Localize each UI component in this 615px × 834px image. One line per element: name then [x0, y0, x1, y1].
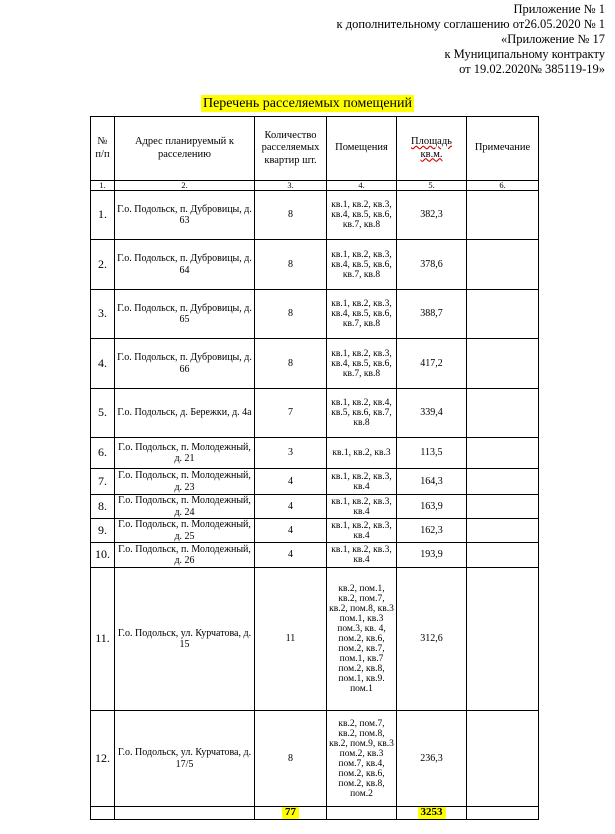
row-num: 2. [91, 240, 115, 290]
row-address: Г.о. Подольск, п. Молодежный, д. 21 [115, 438, 255, 469]
table-row [91, 339, 539, 389]
row-num: 1. [91, 191, 115, 240]
row-area: 113,5 [397, 438, 467, 469]
row-rooms: кв.2, пом.7, кв.2, пом.8, кв.2, пом.9, кв.3 пом.2, кв.3 пом.7, кв.4, пом.2, кв.6, пом.2, кв.8, пом.2 [327, 711, 397, 807]
row-count: 4 [255, 519, 327, 543]
header-area-text: Площадь кв.м. [411, 136, 452, 160]
row-address: Г.о. Подольск, п. Дубровицы, д. 63 [115, 191, 255, 240]
index-cell: 4. [327, 181, 397, 191]
index-cell: 2. [115, 181, 255, 191]
row-num: 12. [91, 711, 115, 807]
header-line-3: «Приложение № 17 [500, 32, 605, 46]
row-rooms: кв.1, кв.2, кв.3, кв.4 [327, 543, 397, 568]
row-count: 4 [255, 543, 327, 568]
row-area: 162,3 [397, 519, 467, 543]
row-address: Г.о. Подольск, п. Дубровицы, д. 64 [115, 240, 255, 290]
row-rooms: кв.1, кв.2, кв.3, кв.4, кв.5, кв.6, кв.7, кв.8 [327, 339, 397, 389]
total-empty [327, 807, 397, 820]
row-area: 163,9 [397, 495, 467, 519]
row-count: 8 [255, 240, 327, 290]
row-address: Г.о. Подольск, п. Молодежный, д. 25 [115, 519, 255, 543]
row-note [467, 290, 539, 339]
row-count: 3 [255, 438, 327, 469]
page-title: Перечень расселяемых помещений [202, 96, 413, 111]
row-num: 7. [91, 469, 115, 495]
table-row [91, 191, 539, 240]
header-area [397, 117, 467, 181]
total-count: 77 [282, 807, 299, 819]
header-line-2: к дополнительному соглашению от26.05.2020 № 1 [336, 17, 605, 31]
row-area: 193,9 [397, 543, 467, 568]
index-cell: 3. [255, 181, 327, 191]
table-row [91, 389, 539, 438]
header-count: Количество расселяемых квартир шт. [255, 117, 327, 181]
row-rooms: кв.2, пом.1, кв.2, пом.7, кв.2, пом.8, кв.3 пом.1, кв.3 пом.3, кв. 4, пом.2, кв.6, пом.2, кв.7, пом.1, кв.7 пом.2, кв.8, пом.1, кв.9. пом.1 [327, 568, 397, 711]
row-address: Г.о. Подольск, ул. Курчатова, д. 15 [115, 568, 255, 711]
table-row [91, 469, 539, 495]
index-cell: 6. [467, 181, 539, 191]
row-count: 7 [255, 389, 327, 438]
row-area: 382,3 [397, 191, 467, 240]
row-note [467, 438, 539, 469]
row-rooms: кв.1, кв.2, кв.3, кв.4 [327, 495, 397, 519]
table-row [91, 543, 539, 568]
row-note [467, 240, 539, 290]
row-address: Г.о. Подольск, п. Дубровицы, д. 65 [115, 290, 255, 339]
row-num: 8. [91, 495, 115, 519]
total-area-cell [397, 807, 467, 820]
row-note [467, 495, 539, 519]
table-row [91, 240, 539, 290]
row-area: 417,2 [397, 339, 467, 389]
header-line-1: Приложение № 1 [513, 2, 605, 16]
row-rooms: кв.1, кв.2, кв.3, кв.4, кв.5, кв.6, кв.7, кв.8 [327, 191, 397, 240]
row-rooms: кв.1, кв.2, кв.4, кв.5, кв.6, кв.7, кв.8 [327, 389, 397, 438]
row-address: Г.о. Подольск, п. Молодежный, д. 23 [115, 469, 255, 495]
total-area: 3253 [418, 807, 446, 819]
row-rooms: кв.1, кв.2, кв.3, кв.4 [327, 519, 397, 543]
row-num: 9. [91, 519, 115, 543]
row-rooms: кв.1, кв.2, кв.3, кв.4 [327, 469, 397, 495]
header-line-5: от 19.02.2020№ 385119-19» [459, 62, 605, 76]
row-area: 388,7 [397, 290, 467, 339]
table-row [91, 290, 539, 339]
table-row [91, 519, 539, 543]
header-rooms: Помещения [327, 117, 397, 181]
row-note [467, 389, 539, 438]
row-num: 3. [91, 290, 115, 339]
row-count: 8 [255, 711, 327, 807]
row-num: 6. [91, 438, 115, 469]
row-count: 4 [255, 469, 327, 495]
total-empty [467, 807, 539, 820]
row-rooms: кв.1, кв.2, кв.3, кв.4, кв.5, кв.6, кв.7, кв.8 [327, 240, 397, 290]
table-row [91, 438, 539, 469]
row-area: 236,3 [397, 711, 467, 807]
row-note [467, 711, 539, 807]
row-note [467, 339, 539, 389]
row-address: Г.о. Подольск, д. Бережки, д. 4а [115, 389, 255, 438]
header-line-4: к Муниципальному контракту [444, 47, 605, 61]
table-row [91, 711, 539, 807]
row-area: 312,6 [397, 568, 467, 711]
row-num: 4. [91, 339, 115, 389]
row-address: Г.о. Подольск, п. Дубровицы, д. 66 [115, 339, 255, 389]
premises-table [90, 116, 539, 820]
row-rooms: кв.1, кв.2, кв.3 [327, 438, 397, 469]
row-address: Г.о. Подольск, п. Молодежный, д. 24 [115, 495, 255, 519]
row-note [467, 191, 539, 240]
row-count: 4 [255, 495, 327, 519]
row-note [467, 568, 539, 711]
header-address: Адрес планируемый к расселению [115, 117, 255, 181]
title-wrap [0, 94, 615, 112]
table-row [91, 568, 539, 711]
total-empty [115, 807, 255, 820]
row-count: 8 [255, 339, 327, 389]
row-count: 8 [255, 191, 327, 240]
row-area: 339,4 [397, 389, 467, 438]
row-count: 11 [255, 568, 327, 711]
row-count: 8 [255, 290, 327, 339]
row-num: 11. [91, 568, 115, 711]
totals-row [91, 807, 539, 820]
table-header-row [91, 117, 539, 181]
index-cell: 1. [91, 181, 115, 191]
header-num: № п/п [91, 117, 115, 181]
row-area: 164,3 [397, 469, 467, 495]
row-num: 5. [91, 389, 115, 438]
table-row [91, 495, 539, 519]
row-note [467, 543, 539, 568]
row-address: Г.о. Подольск, п. Молодежный, д. 26 [115, 543, 255, 568]
index-row [91, 181, 539, 191]
row-address: Г.о. Подольск, ул. Курчатова, д. 17/5 [115, 711, 255, 807]
total-empty [91, 807, 115, 820]
total-count-cell [255, 807, 327, 820]
row-area: 378,6 [397, 240, 467, 290]
header-note: Примечание [467, 117, 539, 181]
row-rooms: кв.1, кв.2, кв.3, кв.4, кв.5, кв.6, кв.7, кв.8 [327, 290, 397, 339]
row-note [467, 469, 539, 495]
row-num: 10. [91, 543, 115, 568]
appendix-header [285, 2, 605, 77]
index-cell: 5. [397, 181, 467, 191]
row-note [467, 519, 539, 543]
